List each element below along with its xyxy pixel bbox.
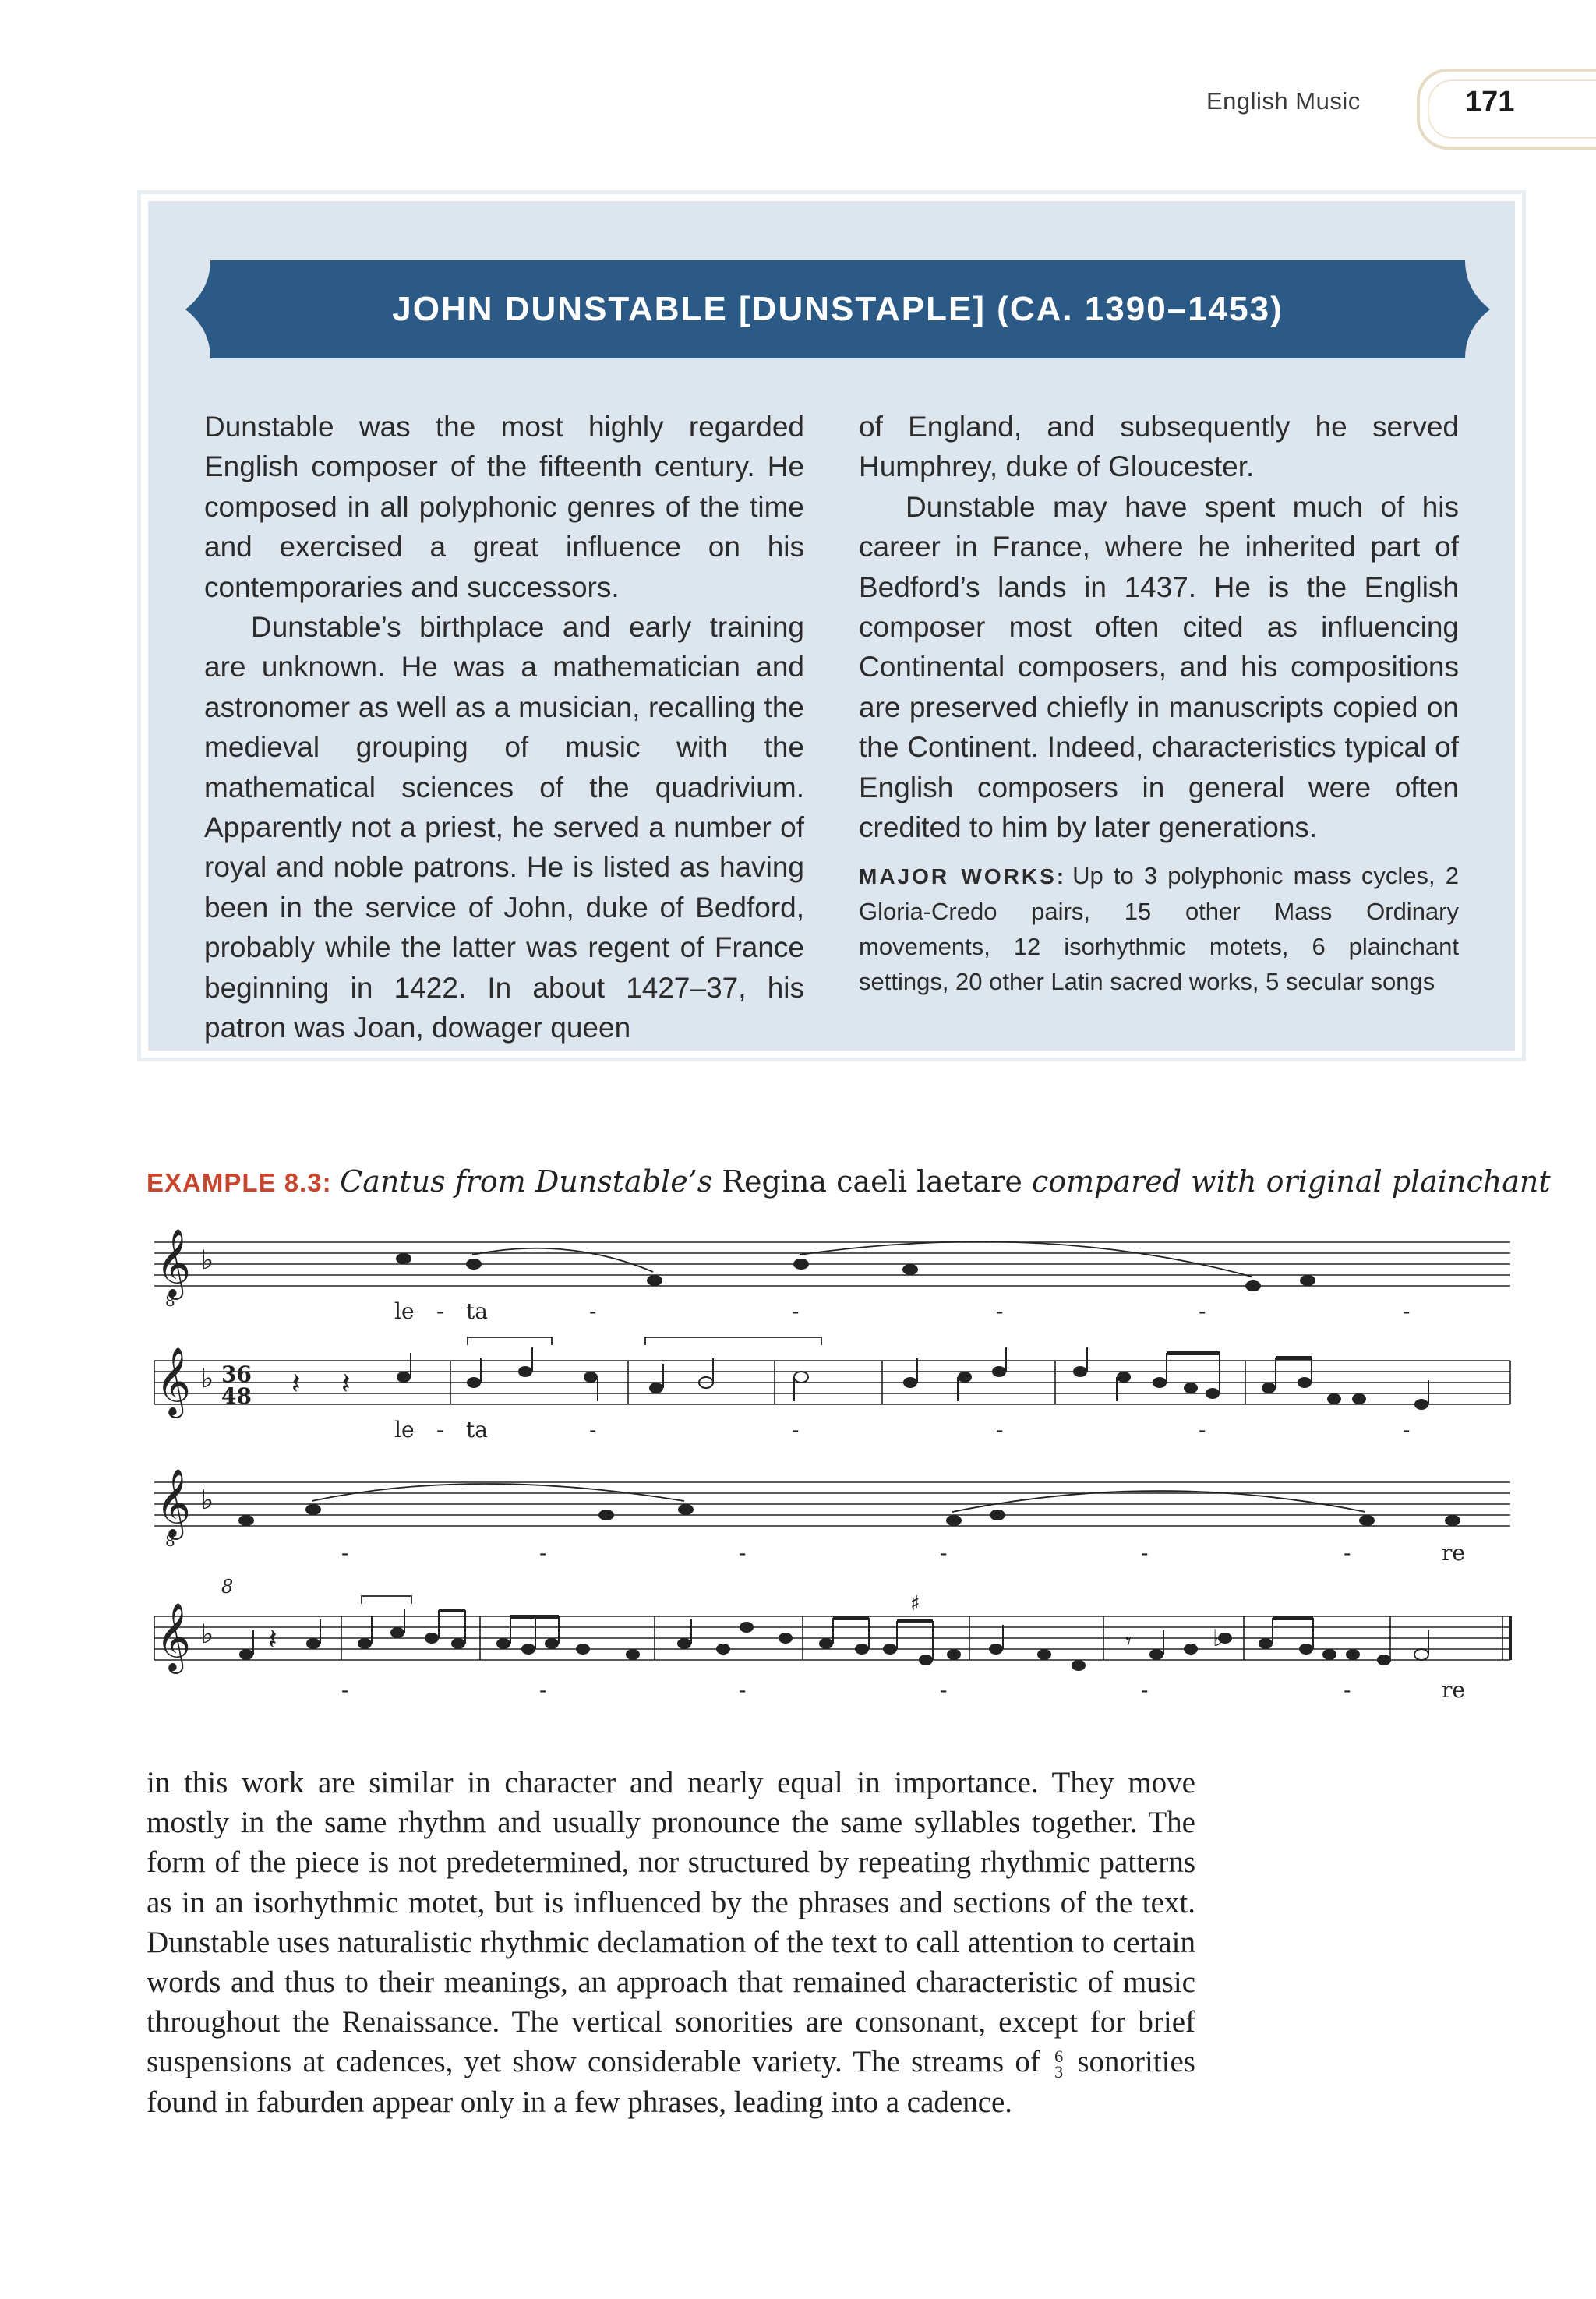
eighth-rest-icon: 𝄾 [1125, 1628, 1132, 1655]
example-label: EXAMPLE 8.3: [147, 1168, 332, 1197]
svg-text:-: - [341, 1540, 349, 1566]
svg-text:-: - [1199, 1417, 1206, 1443]
quarter-rest-icon: 𝄽 [341, 1366, 351, 1400]
svg-text:-: - [940, 1677, 948, 1703]
bio-paragraph: Dunstable’s birthplace and early training are unknown. He was a mathematician and astronomer as well as a musician, recalling the medieval grouping of music with the mathematical sciences of the quadrivium. Apparently not a priest, he served a number of royal and noble patrons. He is listed as having been in the service of John, duke of Bedford, probably while the latter was regent of France beginning in 1422. In about 1427–37, his patron was Joan, dowager queen [204, 611, 804, 1044]
svg-text:8: 8 [165, 1291, 175, 1310]
svg-text:-: - [996, 1298, 1004, 1324]
music-system-2 [147, 1465, 1518, 1707]
svg-text:-: - [1344, 1677, 1351, 1703]
treble-clef-icon: 𝄞 [156, 1602, 191, 1671]
page-number: 171 [1465, 86, 1515, 118]
svg-text:-: - [996, 1417, 1004, 1443]
svg-text:-: - [1403, 1417, 1411, 1443]
svg-text:-: - [792, 1298, 800, 1324]
svg-text:re: re [1442, 1677, 1465, 1703]
flat-icon: ♭ [201, 1619, 214, 1650]
major-works [859, 858, 1459, 999]
svg-text:-: - [1199, 1298, 1206, 1324]
flat-icon: ♭ [1213, 1625, 1224, 1652]
body-paragraph: in this work are similar in character and nearly equal in importance. They move mostly in the same rhythm and usually pronounce the same syllables together. The form of the piece is not predetermined, nor structured by repeating rhythmic patterns as in an isorhythmic motet, but is influenced by the phrases and sections of the text. Dunstable uses naturalistic rhythmic declamation of the text to call attention to certain words and thus to their meanings, an approach that remained characteristic of music throughout the Renaissance. The vertical sonorities are consonant, except for brief suspensions at cadences, yet show considerable variety. The streams of 6 3 sonorities found in faburden appear only in a few phrases, leading into a cadence. [147, 1766, 1195, 2119]
svg-text:-: - [589, 1298, 597, 1324]
svg-text:-: - [739, 1540, 747, 1566]
major-works-text: Up to 3 polyphonic mass cycles, 2 Gloria-Credo pairs, 15 other Mass Ordinary movements, 12 isorhythmic motets, 6 plainchant settings, 20 other Latin sacred works, 5 secular songs [859, 862, 1459, 996]
music-system-1 [147, 1220, 1518, 1485]
svg-text:-: - [589, 1417, 597, 1443]
biography-column-right [859, 407, 1459, 999]
sharp-icon: ♯ [910, 1592, 920, 1616]
treble-clef-icon: 𝄞 [156, 1346, 191, 1415]
quarter-rest-icon: 𝄽 [291, 1366, 301, 1400]
time-signature-bottom: 48 [221, 1383, 252, 1409]
flat-icon: ♭ [201, 1245, 214, 1276]
sonority-fraction: 6 3 [1054, 2046, 1064, 2082]
flat-icon: ♭ [201, 1363, 214, 1394]
svg-text:-: - [1403, 1298, 1411, 1324]
svg-text:-: - [341, 1677, 349, 1703]
biography-column-left [204, 407, 804, 1048]
svg-text:-: - [1141, 1540, 1149, 1566]
svg-text:-: - [539, 1677, 547, 1703]
svg-text:-: - [739, 1677, 747, 1703]
treble-clef-icon: 𝄞 [156, 1227, 191, 1297]
svg-text:-: - [792, 1417, 800, 1443]
svg-text:-: - [1141, 1677, 1149, 1703]
svg-text:-: - [436, 1298, 444, 1324]
svg-text:le: le [394, 1417, 415, 1443]
time-signature-top: 36 [221, 1361, 252, 1387]
bio-paragraph: of England, and subsequently he served Humphrey, duke of Gloucester. [859, 411, 1459, 483]
bio-paragraph: Dunstable was the most highly regarded English composer of the fifteenth century. He composed in all polyphonic genres of the time and exercised a great influence on his contemporaries and successors. [204, 411, 804, 603]
svg-text:-: - [539, 1540, 547, 1566]
body-text [147, 1763, 1195, 2122]
measure-number: 8 [221, 1576, 234, 1598]
svg-text:8: 8 [165, 1531, 175, 1550]
bio-paragraph: Dunstable may have spent much of his career in France, where he inherited part of Bedford’s lands in 1437. He is the English composer most often cited as influencing Continental composers, and his compositions are preserved chiefly in manuscripts copied on the Continent. Indeed, characteristics typical of English composers in general were often credited to him by later generations. [859, 490, 1459, 844]
biography-title: JOHN DUNSTABLE [DUNSTAPLE] (CA. 1390–1453) [392, 290, 1284, 328]
example-title: Cantus from Dunstable’s Regina caeli laetare compared with original plainchant [340, 1164, 1551, 1199]
svg-text:-: - [1344, 1540, 1351, 1566]
running-head: English Music [1206, 87, 1361, 115]
major-works-label: MAJOR WORKS: [859, 864, 1067, 889]
svg-text:-: - [940, 1540, 948, 1566]
treble-clef-icon: 𝄞 [156, 1467, 191, 1537]
svg-text:re: re [1442, 1540, 1465, 1566]
example-caption [147, 1164, 1551, 1199]
biography-box [137, 190, 1526, 1061]
svg-text:ta: ta [466, 1298, 488, 1324]
biography-banner [185, 260, 1490, 358]
svg-text:-: - [436, 1417, 444, 1443]
svg-text:ta: ta [466, 1417, 488, 1443]
svg-text:le: le [394, 1298, 415, 1324]
quarter-rest-icon: 𝄽 [268, 1622, 277, 1656]
flat-icon: ♭ [201, 1485, 214, 1516]
